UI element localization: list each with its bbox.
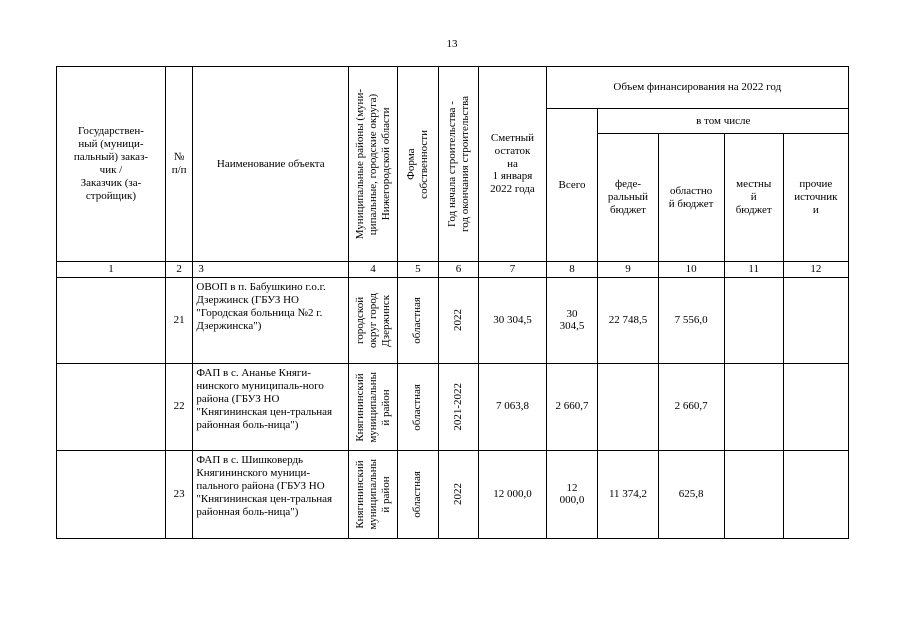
cell-regional: 625,8 <box>658 450 724 538</box>
cell-num: 21 <box>165 277 192 363</box>
cell-years <box>438 450 479 538</box>
column-number: 11 <box>724 262 783 278</box>
cell-total: 30 304,5 <box>546 277 598 363</box>
cell-object-name: ФАП в с. Шишковердь Княгининского муници-пального района (ГБУЗ НО "Княгининская цен-тральная районная боль-ница") <box>193 450 349 538</box>
cell-district-text: Княгининский муниципальны й район <box>353 459 392 530</box>
table-row <box>57 363 849 450</box>
cell-total: 2 660,7 <box>546 363 598 450</box>
cell-years <box>438 363 479 450</box>
column-number: 12 <box>783 262 848 278</box>
cell-local <box>724 363 783 450</box>
header-other: прочие источник и <box>783 134 848 262</box>
header-years <box>438 67 479 262</box>
cell-years-text: 2021-2022 <box>452 383 465 431</box>
header-customer: Государствен- ный (муници- пальный) заказ- чик / Заказчик (за- стройщик) <box>57 67 166 262</box>
column-number: 2 <box>165 262 192 278</box>
column-number: 3 <box>193 262 349 278</box>
cell-federal <box>598 363 658 450</box>
cell-customer <box>57 363 166 450</box>
column-number: 5 <box>397 262 438 278</box>
cell-district <box>349 363 398 450</box>
cell-other <box>783 450 848 538</box>
cell-federal: 22 748,5 <box>598 277 658 363</box>
header-districts <box>349 67 398 262</box>
header-financing-volume: Объем финансирования на 2022 год <box>546 67 848 109</box>
header-federal: феде- ральный бюджет <box>598 134 658 262</box>
header-estimated-balance: Сметный остаток на 1 января 2022 года <box>479 67 546 262</box>
cell-estimated-balance: 30 304,5 <box>479 277 546 363</box>
cell-ownership-text: областная <box>411 471 424 518</box>
cell-other <box>783 277 848 363</box>
cell-local <box>724 277 783 363</box>
cell-district <box>349 277 398 363</box>
financing-table <box>56 66 849 539</box>
cell-years-text: 2022 <box>452 309 465 332</box>
column-number: 10 <box>658 262 724 278</box>
header-years-text: Год начала строительства - год окончания строительства <box>445 96 471 232</box>
header-regional: областно й бюджет <box>658 134 724 262</box>
column-number: 1 <box>57 262 166 278</box>
column-number: 6 <box>438 262 479 278</box>
cell-total: 12 000,0 <box>546 450 598 538</box>
header-ownership <box>397 67 438 262</box>
header-including: в том числе <box>598 109 849 134</box>
cell-local <box>724 450 783 538</box>
cell-estimated-balance: 12 000,0 <box>479 450 546 538</box>
cell-object-name: ФАП в с. Ананье Княги-нинского муниципаль-ного района (ГБУЗ НО "Княгининская цен-тральная районная боль-ница") <box>193 363 349 450</box>
column-number: 9 <box>598 262 658 278</box>
cell-ownership <box>397 363 438 450</box>
cell-estimated-balance: 7 063,8 <box>479 363 546 450</box>
cell-ownership-text: областная <box>411 383 424 431</box>
cell-federal: 11 374,2 <box>598 450 658 538</box>
header-ownership-text: Форма собственности <box>404 129 430 199</box>
page-number: 13 <box>446 38 458 50</box>
column-number: 8 <box>546 262 598 278</box>
cell-district <box>349 450 398 538</box>
cell-regional: 2 660,7 <box>658 363 724 450</box>
cell-num: 23 <box>165 450 192 538</box>
cell-num: 22 <box>165 363 192 450</box>
header-object-name: Наименование объекта <box>193 67 349 262</box>
cell-years-text: 2022 <box>452 483 465 506</box>
column-number: 4 <box>349 262 398 278</box>
column-number: 7 <box>479 262 546 278</box>
cell-ownership <box>397 450 438 538</box>
cell-district-text: Княгининский муниципальны й район <box>353 371 392 443</box>
cell-object-name: ОВОП в п. Бабушкино г.о.г. Дзержинск (ГБУЗ НО "Городская больница №2 г. Дзержинска") <box>193 277 349 363</box>
table-row <box>57 450 849 538</box>
table-row <box>57 277 849 363</box>
header-local: местны й бюджет <box>724 134 783 262</box>
header-total: Всего <box>546 109 598 262</box>
header-num: № п/п <box>165 67 192 262</box>
cell-years <box>438 277 479 363</box>
cell-customer <box>57 277 166 363</box>
cell-customer <box>57 450 166 538</box>
cell-ownership <box>397 277 438 363</box>
cell-other <box>783 363 848 450</box>
column-numbers-row <box>57 262 849 278</box>
cell-district-text: городской округ город Дзержинск <box>353 292 392 348</box>
cell-regional: 7 556,0 <box>658 277 724 363</box>
cell-ownership-text: областная <box>411 297 424 344</box>
header-districts-text: Муниципальные районы (муни- ципальные, городские округа) Нижегородской области <box>353 88 392 240</box>
